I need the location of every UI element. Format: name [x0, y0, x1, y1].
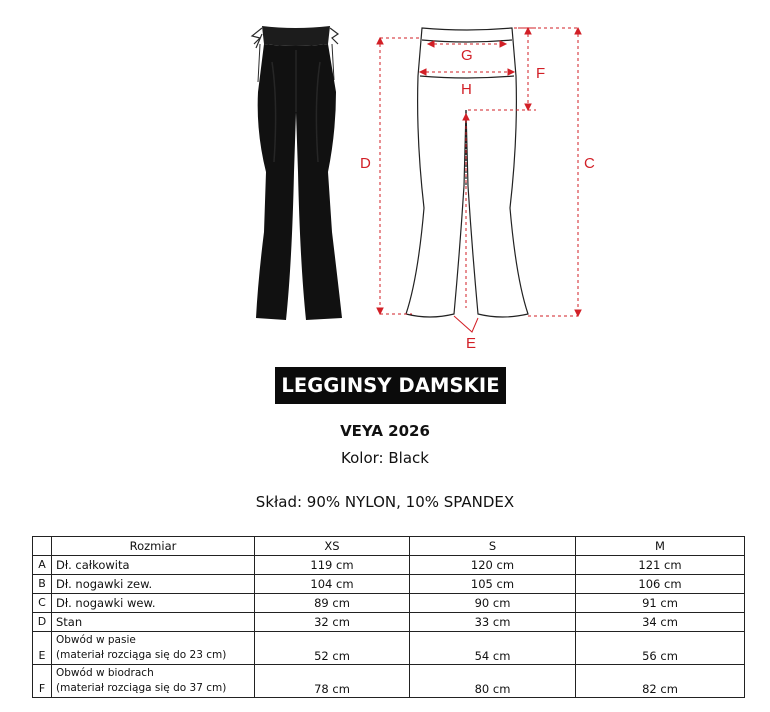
row-value-xs: 89 cm: [255, 594, 410, 613]
row-value-m: 82 cm: [576, 665, 745, 698]
table-header-row: [33, 537, 745, 556]
row-letter: E: [33, 632, 52, 665]
row-value-s: 120 cm: [410, 556, 576, 575]
row-name: Dł. nogawki zew.: [52, 575, 255, 594]
measurement-diagram: [350, 18, 610, 354]
product-composition: Skład: 90% NYLON, 10% SPANDEX: [255, 493, 515, 511]
table-row: [33, 632, 745, 665]
label-h: H: [461, 81, 472, 98]
header-size-s: S: [410, 537, 576, 556]
row-value-m: 34 cm: [576, 613, 745, 632]
row-name-cell: [52, 632, 255, 665]
measurement-lines: [377, 28, 581, 332]
color-label: Kolor:: [341, 449, 384, 467]
row-value-s: 33 cm: [410, 613, 576, 632]
size-table: [32, 536, 745, 698]
row-name-cell: [52, 665, 255, 698]
row-value-xs: 78 cm: [255, 665, 410, 698]
row-value-xs: 104 cm: [255, 575, 410, 594]
row-value-s: 105 cm: [410, 575, 576, 594]
row-name: Stan: [52, 613, 255, 632]
table-row: [33, 665, 745, 698]
row-name: Obwód w pasie: [56, 634, 136, 646]
color-value: Black: [388, 449, 429, 467]
table-row: [33, 613, 745, 632]
label-g: G: [461, 47, 473, 64]
row-note: (materiał rozciąga się do 23 cm): [56, 649, 227, 661]
row-value-m: 121 cm: [576, 556, 745, 575]
row-name: Dł. nogawki wew.: [52, 594, 255, 613]
table-row: [33, 575, 745, 594]
product-model: VEYA 2026: [340, 422, 430, 440]
header-size-label: Rozmiar: [52, 537, 255, 556]
product-title-text: LEGGINSY DAMSKIE: [281, 374, 500, 397]
table-row: [33, 594, 745, 613]
product-title: [275, 367, 506, 404]
label-f: F: [536, 65, 546, 82]
row-letter: D: [33, 613, 52, 632]
row-value-m: 91 cm: [576, 594, 745, 613]
row-value-s: 90 cm: [410, 594, 576, 613]
row-value-m: 56 cm: [576, 632, 745, 665]
label-d: D: [360, 155, 371, 172]
row-name: Obwód w biodrach: [56, 667, 154, 679]
row-value-xs: 32 cm: [255, 613, 410, 632]
header-size-m: M: [576, 537, 745, 556]
row-value-s: 80 cm: [410, 665, 576, 698]
row-letter: C: [33, 594, 52, 613]
row-note: (materiał rozciąga się do 37 cm): [56, 682, 227, 694]
table-row: [33, 556, 745, 575]
row-letter: F: [33, 665, 52, 698]
row-value-xs: 52 cm: [255, 632, 410, 665]
product-photo: [248, 22, 344, 322]
header-size-xs: XS: [255, 537, 410, 556]
row-value-s: 54 cm: [410, 632, 576, 665]
row-letter: A: [33, 556, 52, 575]
label-e: E: [466, 335, 477, 352]
product-color: [0, 449, 770, 467]
header-letter-cell: [33, 537, 52, 556]
row-value-m: 106 cm: [576, 575, 745, 594]
row-name: Dł. całkowita: [52, 556, 255, 575]
label-c: C: [584, 155, 595, 172]
row-value-xs: 119 cm: [255, 556, 410, 575]
row-letter: B: [33, 575, 52, 594]
